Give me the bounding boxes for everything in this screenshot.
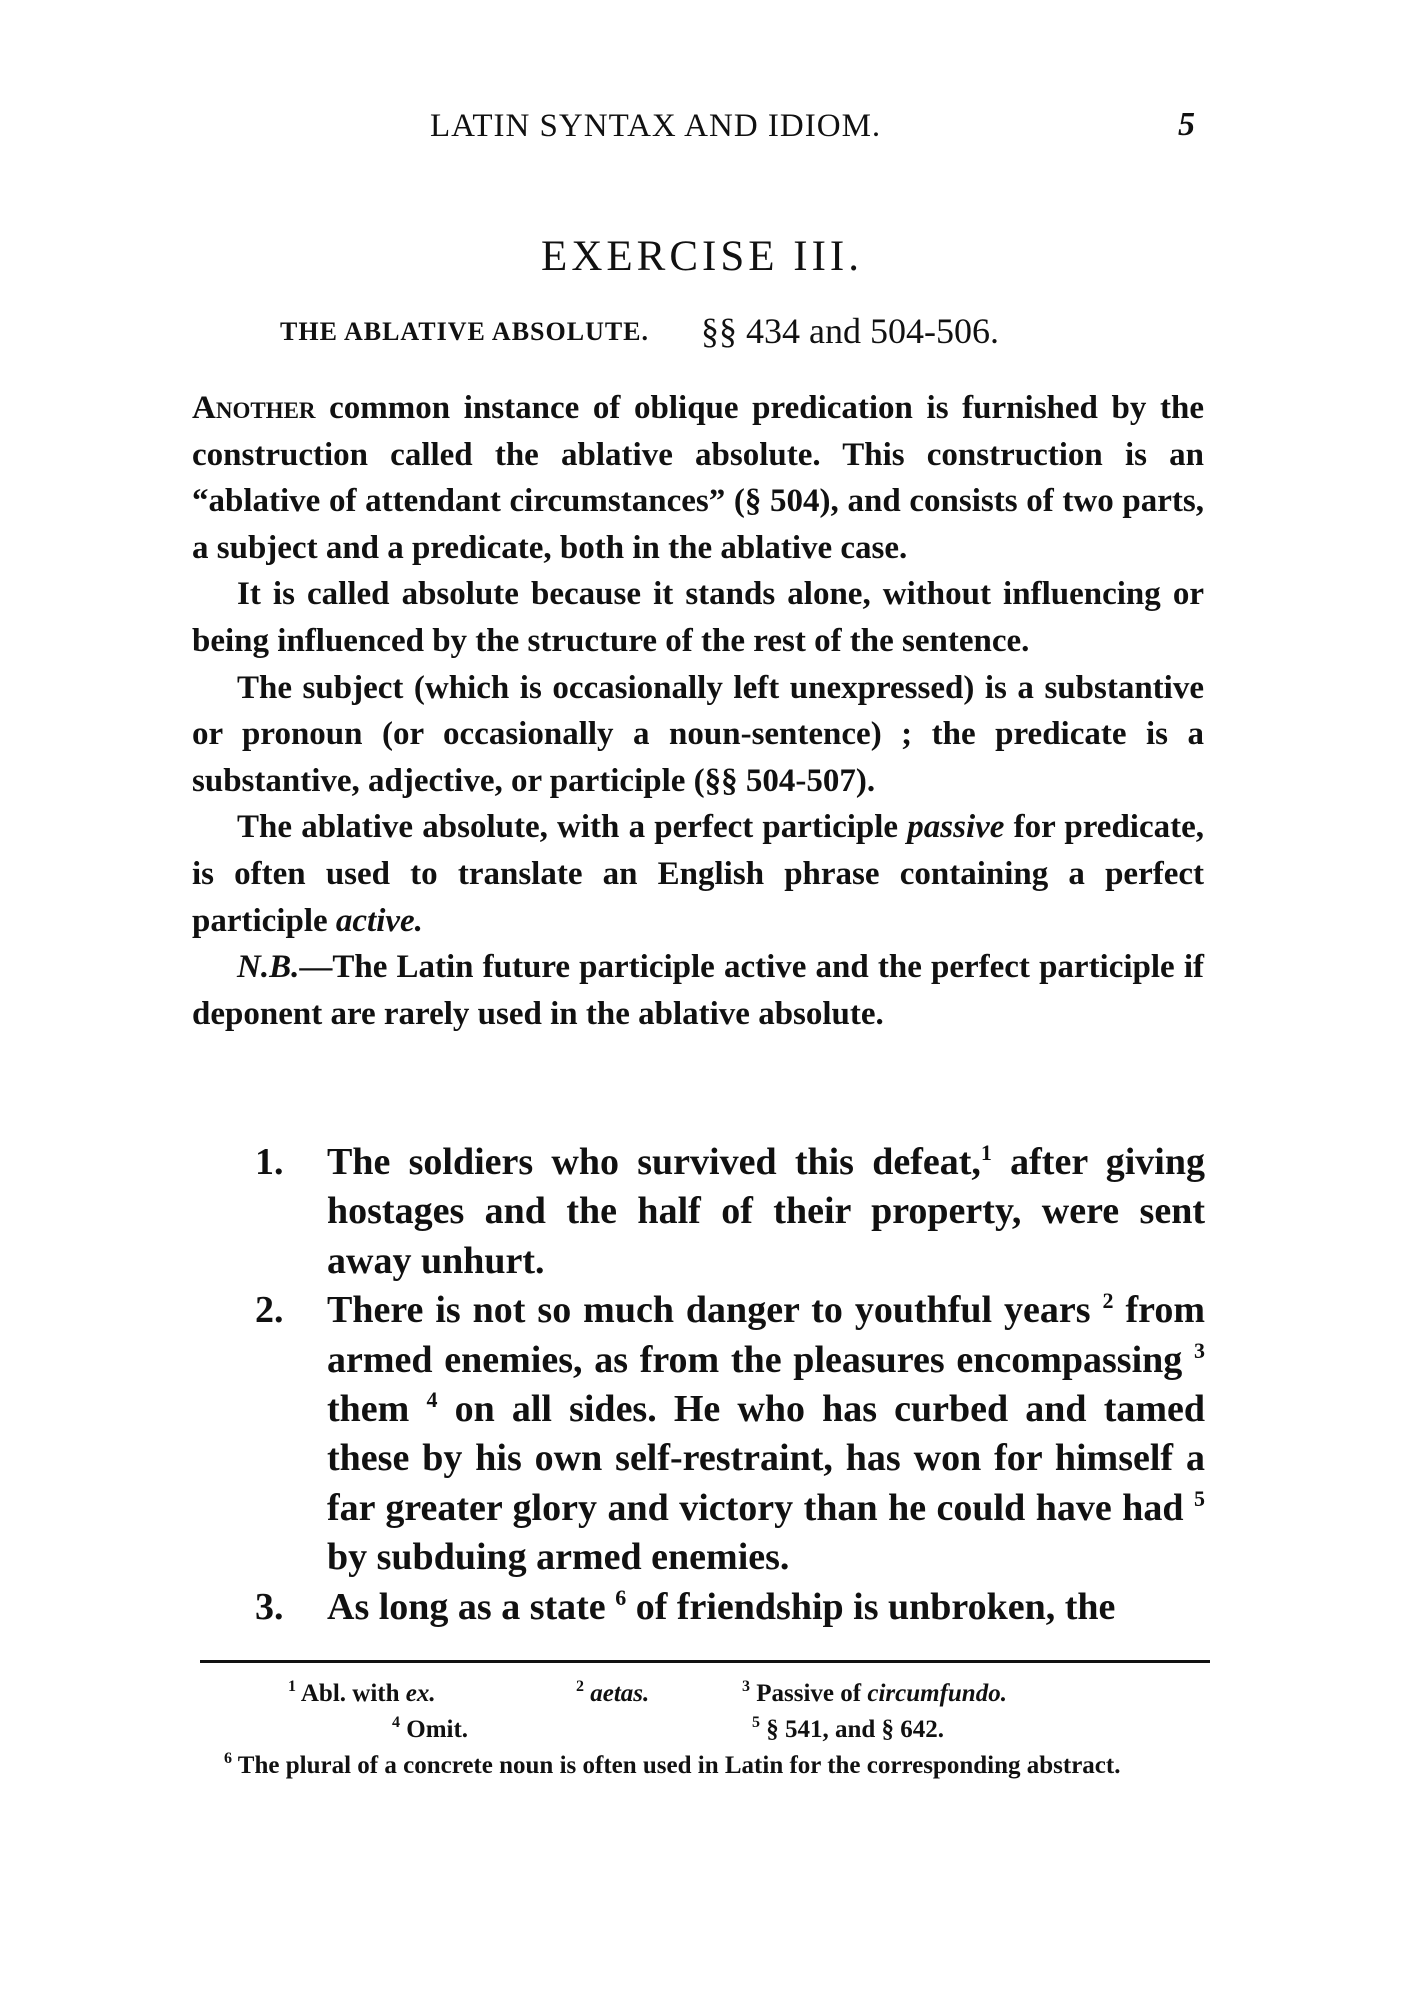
- paragraph-4-italic: passive: [907, 809, 1005, 846]
- paragraph-5-text: —The Latin future participle active and the perfect participle if deponent are rarely used in the ablative absolute.: [192, 949, 1204, 1032]
- subtitle-references: §§ 434 and 504-506.: [701, 311, 999, 351]
- footnote-rule: [200, 1660, 1210, 1663]
- footnote-italic: aetas.: [590, 1680, 650, 1707]
- exercise-text-part: There is not so much danger to youthful years: [327, 1289, 1103, 1332]
- paragraph-4-italic-2: active.: [335, 902, 423, 939]
- exercise-number: 3.: [255, 1585, 284, 1628]
- exercise-number: 2.: [255, 1289, 284, 1332]
- page-number: 5: [1178, 106, 1195, 143]
- footnote-italic: circumfundo.: [867, 1680, 1007, 1707]
- footnote-text: Abl. with: [296, 1680, 406, 1707]
- footnote-mark: 3: [742, 1678, 750, 1695]
- footnote-5: [752, 1712, 944, 1748]
- exercise-text-part: by subduing armed enemies.: [327, 1536, 790, 1579]
- subtitle-topic: THE ABLATIVE ABSOLUTE.: [280, 317, 650, 346]
- footnote-text: The plural of a concrete noun is often used in Latin for the corresponding abstract.: [232, 1752, 1121, 1779]
- footnote-3: [742, 1676, 1007, 1712]
- footnote-mark: 5: [752, 1714, 760, 1731]
- paragraph-2: It is called absolute because it stands alone, without influencing or being influenced by the structure of the rest of the sentence.: [192, 576, 1204, 659]
- body-text: [192, 385, 1204, 1037]
- exercise-text: [327, 1138, 1205, 1286]
- paragraph-4-text-b: for predicate, is often used to translate an English phrase containing a perfect participle: [192, 809, 1204, 939]
- paragraph-4-text-a: The ablative absolute, with a perfect participle: [237, 809, 908, 846]
- exercise-text-part: As long as a state: [327, 1585, 616, 1628]
- exercise-text-part: The soldiers who survived this defeat,: [327, 1141, 981, 1183]
- footnote-2: [576, 1676, 649, 1712]
- paragraph-4: [192, 804, 1204, 944]
- footnote-text: § 541, and § 642.: [760, 1716, 945, 1743]
- footnote-text: Passive of: [750, 1680, 868, 1707]
- footnote-mark: 4: [392, 1714, 400, 1731]
- exercise-text-part: of friendship is unbroken, the: [626, 1585, 1116, 1628]
- exercise-item: [255, 1583, 1205, 1632]
- exercise-text-part: on all sides. He who has curbed and tamed these by his own self-restraint, has won for himself a far greater glory and victory than he could have had: [327, 1388, 1206, 1529]
- exercise-list: [255, 1138, 1205, 1632]
- exercise-item: [255, 1138, 1205, 1286]
- footnote-mark: 1: [288, 1678, 296, 1695]
- running-head: LATIN SYNTAX AND IDIOM.: [430, 108, 882, 144]
- footnote-italic: ex.: [405, 1680, 436, 1707]
- footnote-ref: 6: [615, 1584, 627, 1610]
- footnote-4: [392, 1712, 468, 1748]
- footnote-ref: 5: [1194, 1485, 1205, 1511]
- exercise-text: [327, 1286, 1205, 1582]
- nota-bene: N.B.: [237, 949, 300, 986]
- footnote-1: [288, 1676, 436, 1712]
- paragraph-5: [192, 944, 1204, 1037]
- paragraph-1-text: common instance of oblique predication is furnished by the construction called the ablative absolute. This construction is an “ablative of attendant circumstances” (§ 504), and consists of two parts, a subject and a predicate, both in the ablative case.: [192, 390, 1204, 566]
- exercise-text-part: from armed enemies, as from the pleasures encompassing: [327, 1289, 1205, 1381]
- footnote-mark: 6: [224, 1750, 232, 1767]
- exercise-title: EXERCISE III.: [541, 233, 863, 280]
- exercise-number: 1.: [255, 1141, 284, 1183]
- footnote-ref: 2: [1102, 1288, 1114, 1314]
- footnote-mark: 2: [576, 1678, 584, 1695]
- footnotes: [200, 1676, 1210, 1784]
- footnote-text: Omit.: [400, 1716, 469, 1743]
- footnote-6: [200, 1748, 1210, 1784]
- footnote-ref: 4: [426, 1387, 438, 1413]
- footnote-ref: 3: [1194, 1337, 1205, 1363]
- exercise-text: [327, 1583, 1205, 1632]
- exercise-item: [255, 1286, 1205, 1582]
- exercise-subtitle: [280, 310, 999, 352]
- exercise-text-part: them: [327, 1388, 427, 1431]
- paragraph-3: The subject (which is occasionally left unexpressed) is a substantive or pronoun (or occasionally a noun-sentence) ; the predicate is a substantive, adjective, or participle (§§ 504-507).: [192, 669, 1204, 799]
- exercise-text-part: after giving hostages and the half of their property, were sent away unhurt.: [327, 1141, 1205, 1282]
- footnote-ref: 1: [980, 1140, 992, 1165]
- paragraph-1: [192, 385, 1204, 571]
- footnote-row: [200, 1712, 1210, 1748]
- lead-word: Another: [192, 390, 316, 426]
- footnote-row: [200, 1676, 1210, 1712]
